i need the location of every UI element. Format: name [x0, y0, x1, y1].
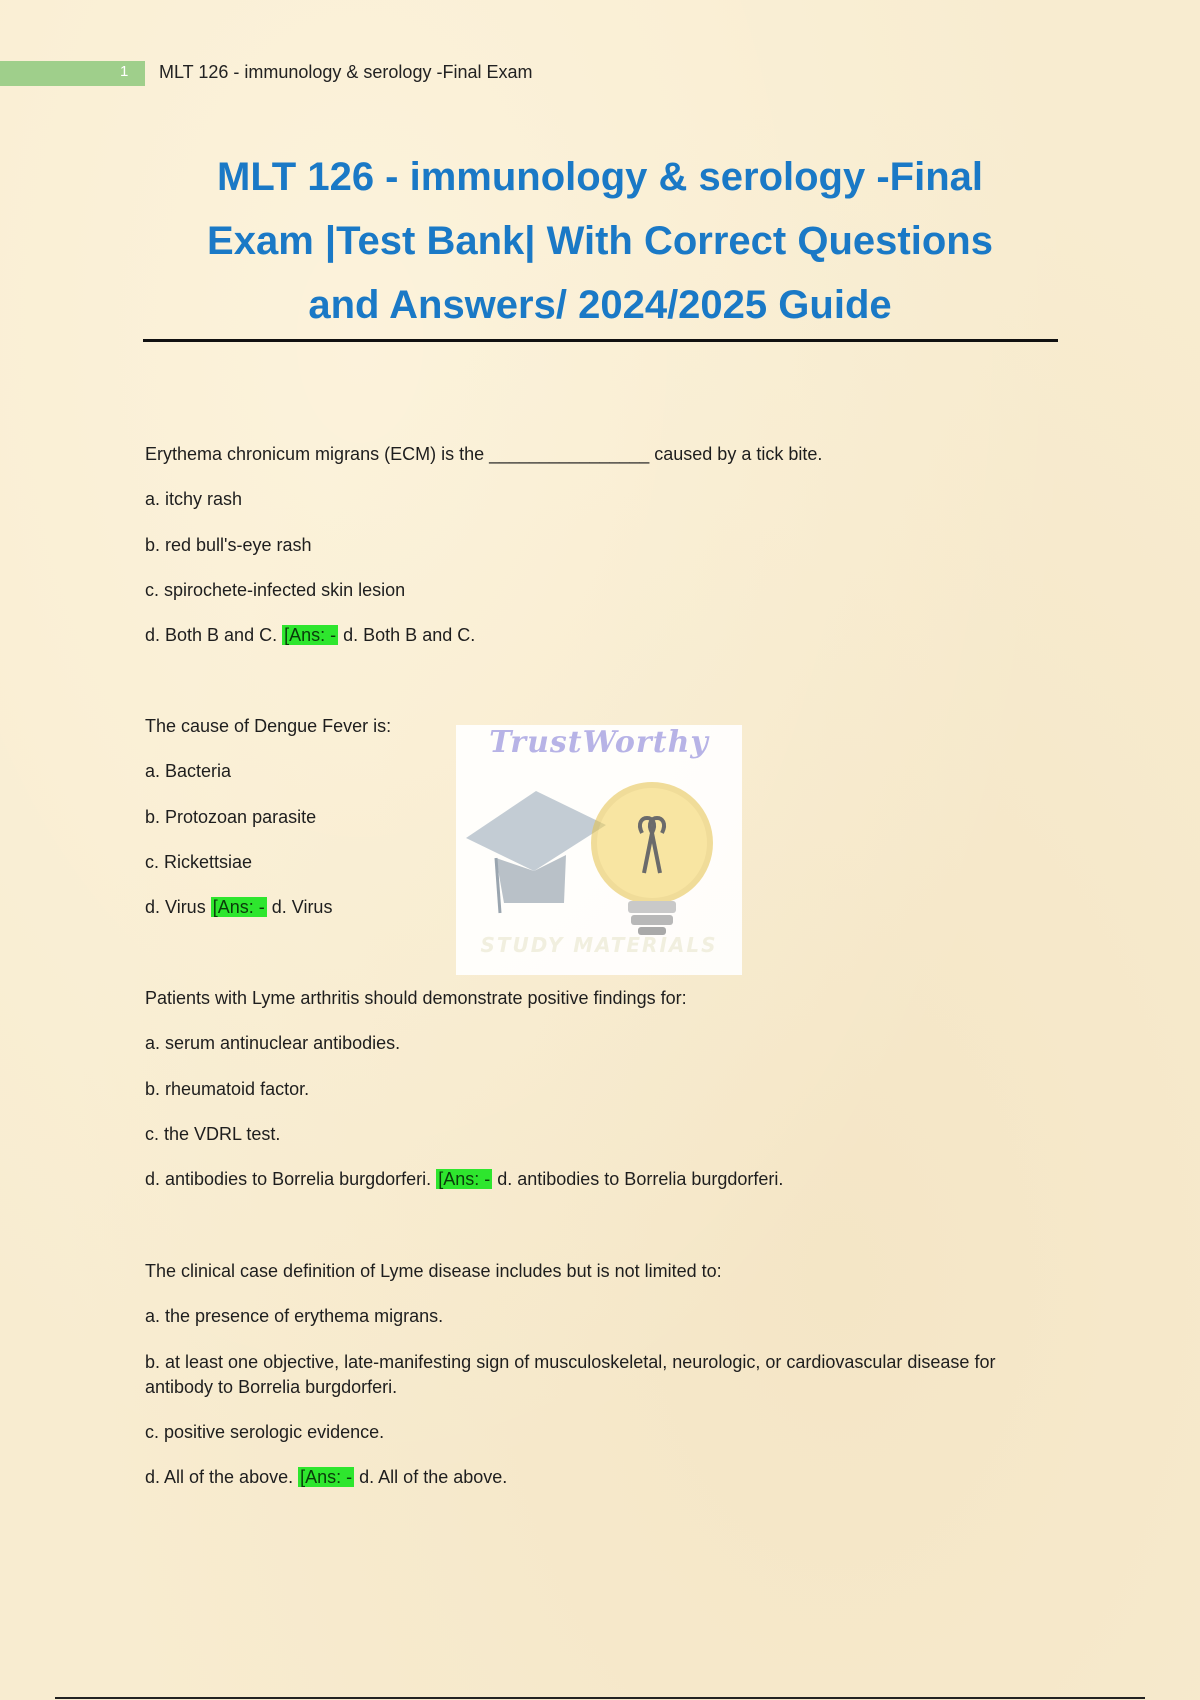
- answer-text: d. Both B and C.: [343, 625, 476, 645]
- option-c: c. spirochete-infected skin lesion: [145, 580, 406, 600]
- footer-divider: [55, 1697, 1145, 1699]
- option-a: a. Bacteria: [145, 761, 232, 781]
- option-a: a. the presence of erythema migrans.: [145, 1306, 444, 1326]
- option-d-with-answer: [145, 623, 1045, 648]
- answer-highlight: [Ans: -: [284, 625, 337, 645]
- option-b: b. red bull's-eye rash: [145, 535, 312, 555]
- question-stem: The clinical case definition of Lyme disease includes but is not limited to:: [145, 1261, 722, 1281]
- question-block: [145, 714, 1045, 920]
- answer-text: d. antibodies to Borrelia burgdorferi.: [497, 1169, 784, 1189]
- option-c: c. Rickettsiae: [145, 852, 253, 872]
- title-line-2: Exam |Test Bank| With Correct Questions: [207, 219, 993, 263]
- option-b: b. rheumatoid factor.: [145, 1079, 310, 1099]
- option-b: b. Protozoan parasite: [145, 807, 317, 827]
- answer-highlight: [Ans: -: [212, 897, 265, 917]
- option-d: d. All of the above.: [145, 1467, 294, 1487]
- question-stem: Erythema chronicum migrans (ECM) is the ________________ caused by a tick bite.: [145, 444, 823, 464]
- option-d: d. Both B and C.: [145, 625, 278, 645]
- option-b: b. at least one objective, late-manifesting sign of musculoskeletal, neurologic, or cardiovascular disease for antibody to Borrelia burgdorferi.: [145, 1352, 996, 1397]
- answer-highlight: [Ans: -: [438, 1169, 491, 1189]
- watermark-title: TrustWorthy: [489, 725, 709, 760]
- option-a: a. serum antinuclear antibodies.: [145, 1033, 401, 1053]
- option-c: c. the VDRL test.: [145, 1124, 281, 1144]
- title-line-3: and Answers/ 2024/2025 Guide: [308, 283, 892, 327]
- answer-text: d. Virus: [271, 897, 333, 917]
- option-d: d. Virus: [145, 897, 206, 917]
- answer-highlight: [Ans: -: [300, 1467, 353, 1487]
- running-header: MLT 126 - immunology & serology -Final Exam: [159, 62, 533, 82]
- option-c: c. positive serologic evidence.: [145, 1422, 385, 1442]
- question-stem: The cause of Dengue Fever is:: [145, 716, 392, 736]
- question-block: [145, 1259, 1045, 1490]
- title-divider: [143, 339, 1058, 342]
- question-stem: Patients with Lyme arthritis should demonstrate positive findings for:: [145, 988, 687, 1008]
- question-block: [145, 986, 1045, 1192]
- option-d-with-answer: [145, 1465, 1045, 1490]
- page-number: 1: [120, 63, 129, 80]
- answer-text: d. All of the above.: [359, 1467, 508, 1487]
- option-d-with-answer: [145, 1167, 1045, 1192]
- document-title: [150, 145, 1050, 337]
- option-d: d. antibodies to Borrelia burgdorferi.: [145, 1169, 432, 1189]
- watermark-subtitle: STUDY MATERIALS: [480, 933, 718, 957]
- title-line-1: MLT 126 - immunology & serology -Final: [217, 155, 983, 199]
- question-block: [145, 442, 1045, 648]
- option-a: a. itchy rash: [145, 489, 243, 509]
- option-d-with-answer: [145, 895, 1045, 920]
